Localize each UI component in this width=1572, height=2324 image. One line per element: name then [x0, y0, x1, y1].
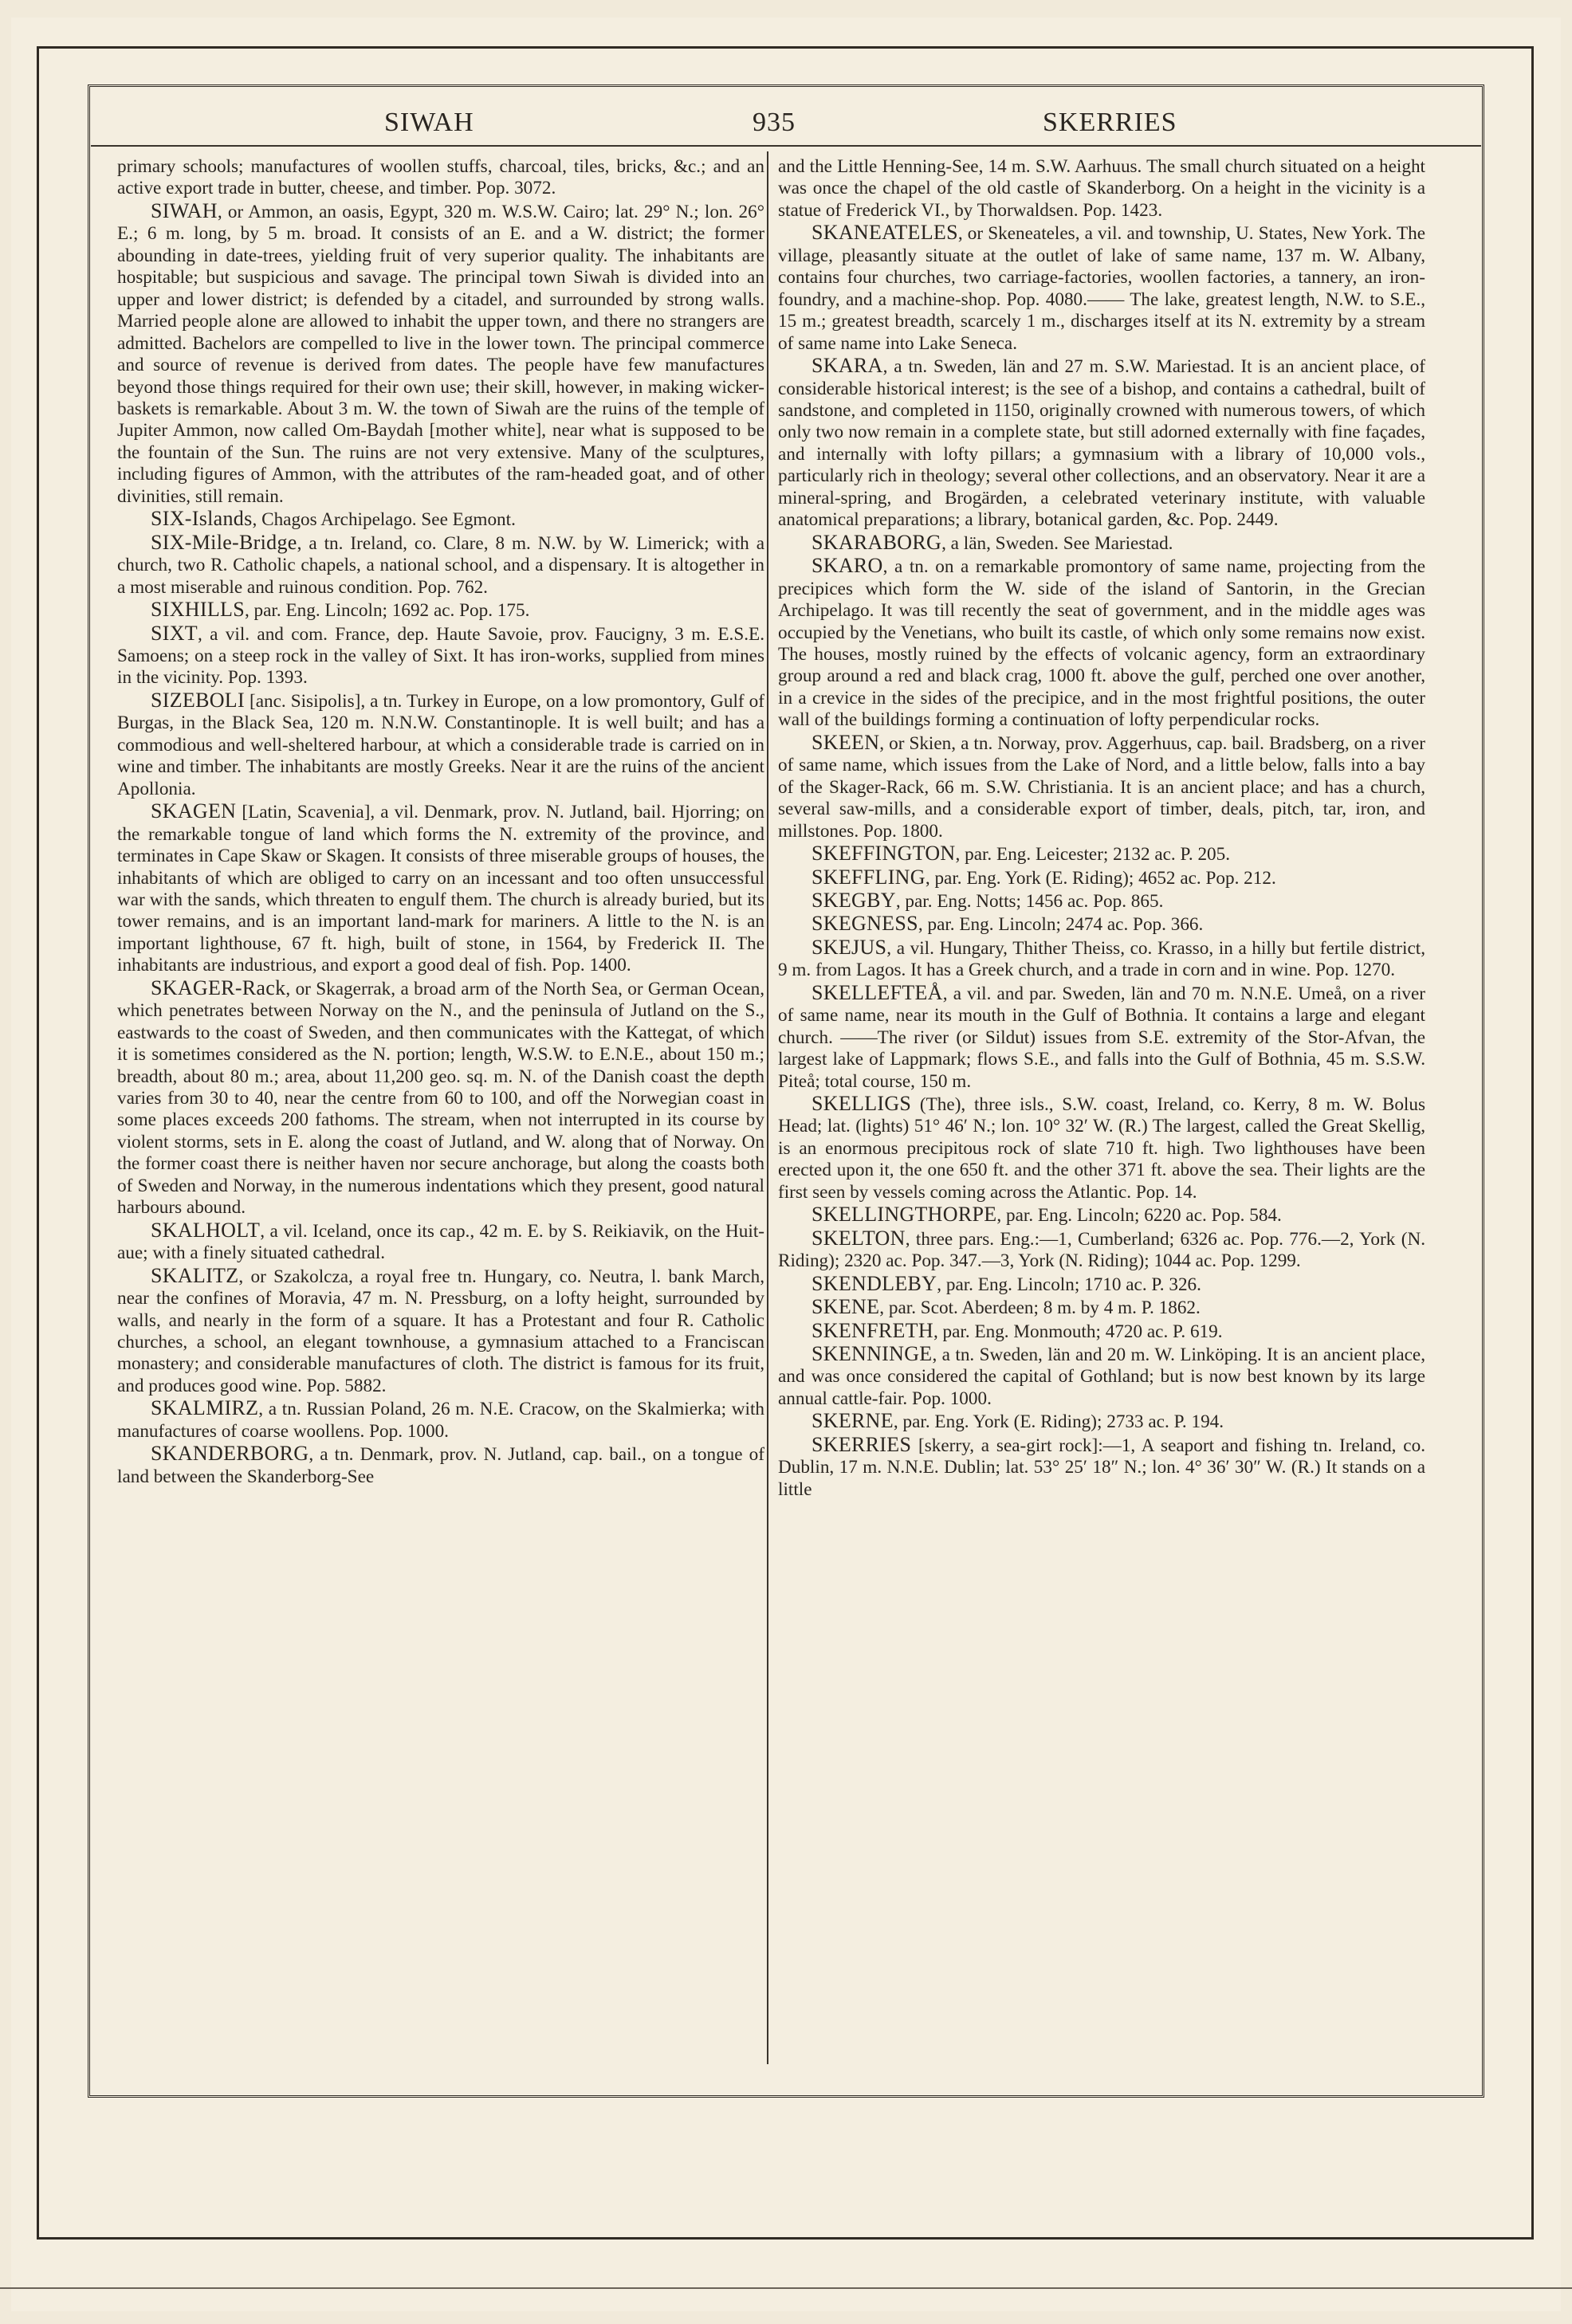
entry-headword: SKENDLEBY	[812, 1271, 937, 1295]
dictionary-entry	[778, 842, 1425, 866]
entry-headword: SIZEBOLI	[151, 688, 245, 712]
entry-headword: SKANDERBORG	[151, 1442, 309, 1466]
dictionary-entry	[778, 1343, 1425, 1410]
entry-headword: SKELLIGS	[812, 1092, 912, 1116]
entry-headword: SKELTON	[812, 1226, 906, 1250]
dictionary-entry	[117, 622, 764, 689]
running-head-right: SKERRIES	[1043, 108, 1177, 137]
entry-body: , a tn. Sweden, län and 20 m. W. Linköping. It is an ancient place, and was once considered the capital of Gothland; but is now best known by its large annual cattle-fair. Pop. 1000.	[778, 1345, 1425, 1409]
entry-headword: SIXT	[151, 621, 198, 645]
dictionary-entry	[117, 1443, 764, 1488]
entry-body: , a tn. Denmark, prov. N. Jutland, cap. bail., on a tongue of land between the Skanderborg-See	[117, 1444, 764, 1487]
entry-body: , par. Eng. Lincoln; 1692 ac. Pop. 175.	[244, 600, 530, 622]
page-bottom-rule	[0, 2287, 1572, 2289]
entry-headword: SKAGER-Rack	[151, 976, 286, 999]
entry-headword: SKEGNESS	[812, 912, 918, 936]
dictionary-entry	[117, 977, 764, 1219]
entry-headword: SKEGBY	[812, 888, 896, 912]
entry-body: [Latin, Scavenia], a vil. Denmark, prov. N. Jutland, bail. Hjorring; on the remarkable tongue of land which forms the N. extremity of the province, and terminates in Cape Skaw or Skagen. It consists of three miserable groups of houses, the inhabitants of which are obliged to carry on an incessant and too often unsuccessful war with the sands, which threaten to engulf them. The church is already buried, but its tower remains, and is an important land-mark for mariners. A little to the N. is an important lighthouse, 67 ft. high, built of stone, in 1564, by Frederick II. The inhabitants are industrious, and export a good deal of fish. Pop. 1400.	[117, 802, 764, 976]
dictionary-entry	[117, 689, 764, 800]
entry-headword: SIX-Islands	[151, 507, 253, 531]
entry-headword: SKENNINGE	[812, 1342, 933, 1366]
entry-body: primary schools; manufactures of woollen stuffs, charcoal, tiles, bricks, &c.; and an active export trade in butter, cheese, and timber. Pop. 3072.	[117, 156, 764, 199]
entry-body: , par. Eng. York (E. Riding); 4652 ac. Pop. 212.	[925, 867, 1276, 889]
entry-body: , a vil. and com. France, dep. Haute Savoie, prov. Faucigny, 3 m. E.S.E. Samoens; on a steep rock in the valley of Sixt. It has iron-works, supplied from mines in the vicinity. Pop. 1393.	[117, 623, 764, 689]
entry-body: , a län, Sweden. See Mariestad.	[941, 532, 1173, 554]
dictionary-entry	[117, 599, 764, 622]
dictionary-entry	[117, 200, 764, 508]
entry-body: , or Skien, a tn. Norway, prov. Aggerhuus, cap. bail. Bradsberg, on a river of same name, which issues from the Lake of Nord, and a little below, falls into a bay of the Skager-Rack, 66 m. S.W. Christiania. It is an ancient place; and has a church, several saw-mills, and a considerable export of timber, deals, pitch, tar, iron, and millstones. Pop. 1800.	[778, 732, 1425, 842]
entry-headword: SKEFFLING	[812, 865, 926, 889]
dictionary-entry	[778, 156, 1425, 222]
entry-headword: SKALITZ	[151, 1263, 239, 1287]
entry-headword: SKERRIES	[812, 1432, 912, 1456]
entry-headword: SKEJUS	[812, 935, 887, 959]
entry-body: , a tn. Russian Poland, 26 m. N.E. Cracow, on the Skalmierka; with manufactures of coarse woollens. Pop. 1000.	[117, 1399, 764, 1442]
dictionary-entry	[117, 1219, 764, 1265]
dictionary-entry	[778, 732, 1425, 842]
dictionary-entry	[778, 1296, 1425, 1319]
entry-headword: SKENE	[812, 1295, 880, 1319]
dictionary-entry	[117, 532, 764, 599]
entry-body: , a vil. Iceland, once its cap., 42 m. E. by S. Reikiavik, on the Huit-aue; with a finely situated cathedral.	[117, 1220, 764, 1264]
dictionary-entry	[778, 1227, 1425, 1273]
entry-headword: SKANEATELES	[812, 221, 958, 245]
entry-headword: SKEEN	[812, 730, 880, 754]
entry-headword: SKALMIRZ	[151, 1396, 259, 1420]
entry-body: , or Szakolcza, a royal free tn. Hungary, co. Neutra, l. bank March, near the confines of Moravia, 47 m. N. Pressburg, on a lofty height, surrounded by walls, and nearly in the form of a square. It has a Protestant and four R. Catholic churches, a school, an elegant townhouse, a gymnasium attached to a Franciscan monastery; and considerable manufactures of cloth. The district is famous for its fruit, and produces good wine. Pop. 5882.	[117, 1266, 764, 1396]
entry-body: , par. Eng. York (E. Riding); 2733 ac. P. 194.	[893, 1411, 1224, 1433]
entry-headword: SKEFFINGTON	[812, 842, 956, 866]
entry-body: , a tn. Ireland, co. Clare, 8 m. N.W. by W. Limerick; with a church, two R. Catholic chapels, a national school, and a dispensary. It is altogether in a most miserable and ruinous condition. Pop. 762.	[117, 532, 764, 598]
entry-body: , par. Eng. Lincoln; 1710 ac. P. 326.	[937, 1274, 1201, 1295]
entry-headword: SKARO	[812, 554, 883, 578]
entry-body: , a tn. Sweden, län and 27 m. S.W. Mariestad. It is an ancient place, of considerable historical interest; is the see of a bishop, and contains a cathedral, built of sandstone, and completed in 1150, originally crowned with numerous towers, of which only two now remain in a complete state, but still adorned externally with fine façades, and internally with lofty pillars; a gymnasium with a library of 10,000 vols., particularly rich in theology; several other collections, and an observatory. Near it are a mineral-spring, and Brogärden, a celebrated veterinary institute, with valuable anatomical preparations; a library, botanical garden, &c. Pop. 2449.	[778, 356, 1425, 531]
entry-headword: SKAGEN	[151, 799, 237, 823]
entry-body: , a tn. on a remarkable promontory of same name, projecting from the precipices which form the W. side of the island of Santorin, in the Grecian Archipelago. It was till recently the seat of government, and in the middle ages was occupied by the Venetians, who built its castle, of which only some remains now exist. The houses, mostly ruined by the effects of volcanic agency, form an extraordinary group around a red and black crag, 1000 ft. above the gulf, perched one over another, in a crevice in the sides of the precipice, and in the most frightful positions, the outer wall of the buildings forming a continuation of lofty perpendicular rocks.	[778, 556, 1425, 731]
entry-body: , or Skagerrak, a broad arm of the North Sea, or German Ocean, which penetrates between Norway on the N., and the peninsula of Jutland on the S., eastwards to the coast of Sweden, and then communicates with the Kattegat, of which it is sometimes considered as the N. portion; length, W.S.W. to E.N.E., about 150 m.; breadth, about 80 m.; area, about 11,200 geo. sq. m. N. of the Danish coast the depth varies from 30 to 40, near the centre from 60 to 100, and off the Norwegian coast in some places exceeds 200 fathoms. The stream, when not interrupted in its course by violent storms, sets in E. along the coast of Jutland, and W. along that of Norway. On the former coast there is neither haven nor secure anchorage, but along the coasts both of Sweden and Norway, in the numerous indentations which they present, good natural harbours abound.	[117, 978, 764, 1219]
entry-body: , three pars. Eng.:—1, Cumberland; 6326 ac. Pop. 776.—2, York (N. Riding); 2320 ac. Pop. 347.—3, York (N. Riding); 1044 ac. Pop. 1299.	[778, 1228, 1425, 1272]
dictionary-entry	[117, 508, 764, 531]
dictionary-entry	[778, 1320, 1425, 1343]
entry-headword: SKERNE	[812, 1409, 894, 1433]
dictionary-entry	[778, 1434, 1425, 1501]
entry-body: [anc. Sisipolis], a tn. Turkey in Europe, on a low promontory, Gulf of Burgas, in the Black Sea, 120 m. N.N.W. Constantinople. It is well built; and has a commodious and well-sheltered harbour, at which a considerable trade is carried on in wine and timber. The inhabitants are mostly Greeks. Near it are the ruins of the ancient Apollonia.	[117, 690, 764, 799]
entry-body: , Chagos Archipelago. See Egmont.	[252, 509, 516, 531]
dictionary-entry	[778, 1093, 1425, 1203]
dictionary-entry	[117, 1265, 764, 1398]
entry-body: , or Skeneateles, a vil. and township, U. States, New York. The village, pleasantly situate at the outlet of lake of same name, 137 m. W. Albany, contains four churches, two carriage-factories, woollen factories, a tannery, an iron-foundry, and a machine-shop. Pop. 4080.—— The lake, greatest length, N.W. to S.E., 15 m.; greatest breadth, scarcely 1 m., discharges itself at its N. extremity by a stream of same name into Lake Seneca.	[778, 223, 1425, 354]
page-number: 935	[753, 108, 796, 137]
dictionary-entry	[778, 889, 1425, 913]
right-column	[778, 156, 1425, 2069]
entry-body: , par. Eng. Leicester; 2132 ac. P. 205.	[955, 844, 1231, 866]
entry-body: , par. Eng. Lincoln; 2474 ac. Pop. 366.	[918, 914, 1204, 936]
entry-headword: SIX-Mile-Bridge	[151, 530, 297, 554]
dictionary-entry	[117, 1397, 764, 1443]
dictionary-entry	[778, 532, 1425, 555]
entry-headword: SKENFRETH	[812, 1318, 933, 1342]
entry-headword: SKARABORG	[812, 530, 942, 554]
dictionary-entry	[778, 222, 1425, 355]
entry-headword: SIWAH	[151, 198, 218, 222]
entry-body: , par. Eng. Notts; 1456 ac. Pop. 865.	[895, 890, 1164, 912]
dictionary-entry	[117, 156, 764, 200]
entry-body: , par. Eng. Lincoln; 6220 ac. Pop. 584.	[996, 1205, 1282, 1227]
entry-body: and the Little Henning-See, 14 m. S.W. Aarhuus. The small church situated on a height was once the chapel of the old castle of Skanderborg. On a height in the vicinity is a statue of Frederick VI., by Thorwaldsen. Pop. 1423.	[778, 156, 1425, 221]
dictionary-entry	[778, 866, 1425, 889]
entry-headword: SKELLEFTEÅ	[812, 980, 943, 1004]
dictionary-entry	[778, 355, 1425, 532]
entry-body: [skerry, a sea-girt rock]:—1, A seaport and fishing tn. Ireland, co. Dublin, 17 m. N.N.E. Dublin; lat. 53° 25′ 18″ N.; lon. 4° 36′ 30″ W. (R.) It stands on a little	[778, 1435, 1425, 1500]
dictionary-entry	[778, 913, 1425, 936]
column-divider	[767, 151, 768, 2064]
running-head-left: SIWAH	[384, 108, 474, 137]
entry-body: (The), three isls., S.W. coast, Ireland, co. Kerry, 8 m. W. Bolus Head; lat. (lights) 51° 46′ N.; lon. 10° 32′ W. (R.) The largest, called the Great Skellig, is an enormous precipitous rock of slate 710 ft. high. Two lighthouses have been erected upon it, the one 650 ft. and the other 371 ft. above the sea. Their lights are the first seen by vessels coming across the Atlantic. Pop. 14.	[778, 1094, 1425, 1203]
entry-body: , par. Eng. Monmouth; 4720 ac. P. 619.	[933, 1321, 1223, 1342]
dictionary-entry	[778, 936, 1425, 982]
dictionary-entry	[778, 1410, 1425, 1433]
dictionary-entry	[778, 982, 1425, 1093]
dictionary-entry	[778, 1273, 1425, 1296]
entry-headword: SKALHOLT	[151, 1218, 261, 1242]
entry-body: , a vil. Hungary, Thither Theiss, co. Krasso, in a hilly but fertile district, 9 m. from Lagos. It has a Greek church, and a trade in corn and in wine. Pop. 1270.	[778, 937, 1425, 981]
entry-body: , a vil. and par. Sweden, län and 70 m. N.N.E. Umeå, on a river of same name, near its mouth in the Gulf of Bothnia. It contains a large and elegant church. ——The river (or Sildut) issues from S.E. extremity of the Stor-Afvan, the largest lake of Lappmark; flows S.E., and falls into the Gulf of Bothnia, 45 m. S.S.W. Piteå; total course, 150 m.	[778, 983, 1425, 1092]
entry-headword: SIXHILLS	[151, 598, 245, 622]
entry-body: , par. Scot. Aberdeen; 8 m. by 4 m. P. 1862.	[879, 1297, 1201, 1319]
header-rule	[91, 145, 1481, 147]
dictionary-entry	[117, 800, 764, 977]
dictionary-entry	[778, 555, 1425, 732]
entry-headword: SKELLINGTHORPE	[812, 1203, 997, 1227]
left-column	[117, 156, 764, 2069]
dictionary-entry	[778, 1203, 1425, 1227]
entry-body: , or Ammon, an oasis, Egypt, 320 m. W.S.W. Cairo; lat. 29° N.; lon. 26° E.; 6 m. long, by 5 m. broad. It consists of an E. and a W. district; the former abounding in date-trees, yielding fruit of very superior quality. The inhabitants are hospitable; but suspicious and savage. The principal town Siwah is divided into an upper and lower district; is defended by a citadel, and surrounded by strong walls. Married people alone are allowed to inhabit the upper town, and there no strangers are admitted. Bachelors are compelled to live in the lower town. The principal commerce and source of revenue is derived from dates. The people have few manufactures beyond those things required for their own use; their skill, however, in making wicker-baskets is remarkable. About 3 m. W. the town of Siwah are the ruins of the temple of Jupiter Ammon, now called Om-Baydah [mother white], near what is supposed to be the fountain of the Sun. The ruins are not very extensive. Many of the sculptures, including figures of Ammon, with the attributes of the ram-headed goat, and of other divinities, still remain.	[117, 201, 764, 507]
entry-headword: SKARA	[812, 354, 883, 378]
